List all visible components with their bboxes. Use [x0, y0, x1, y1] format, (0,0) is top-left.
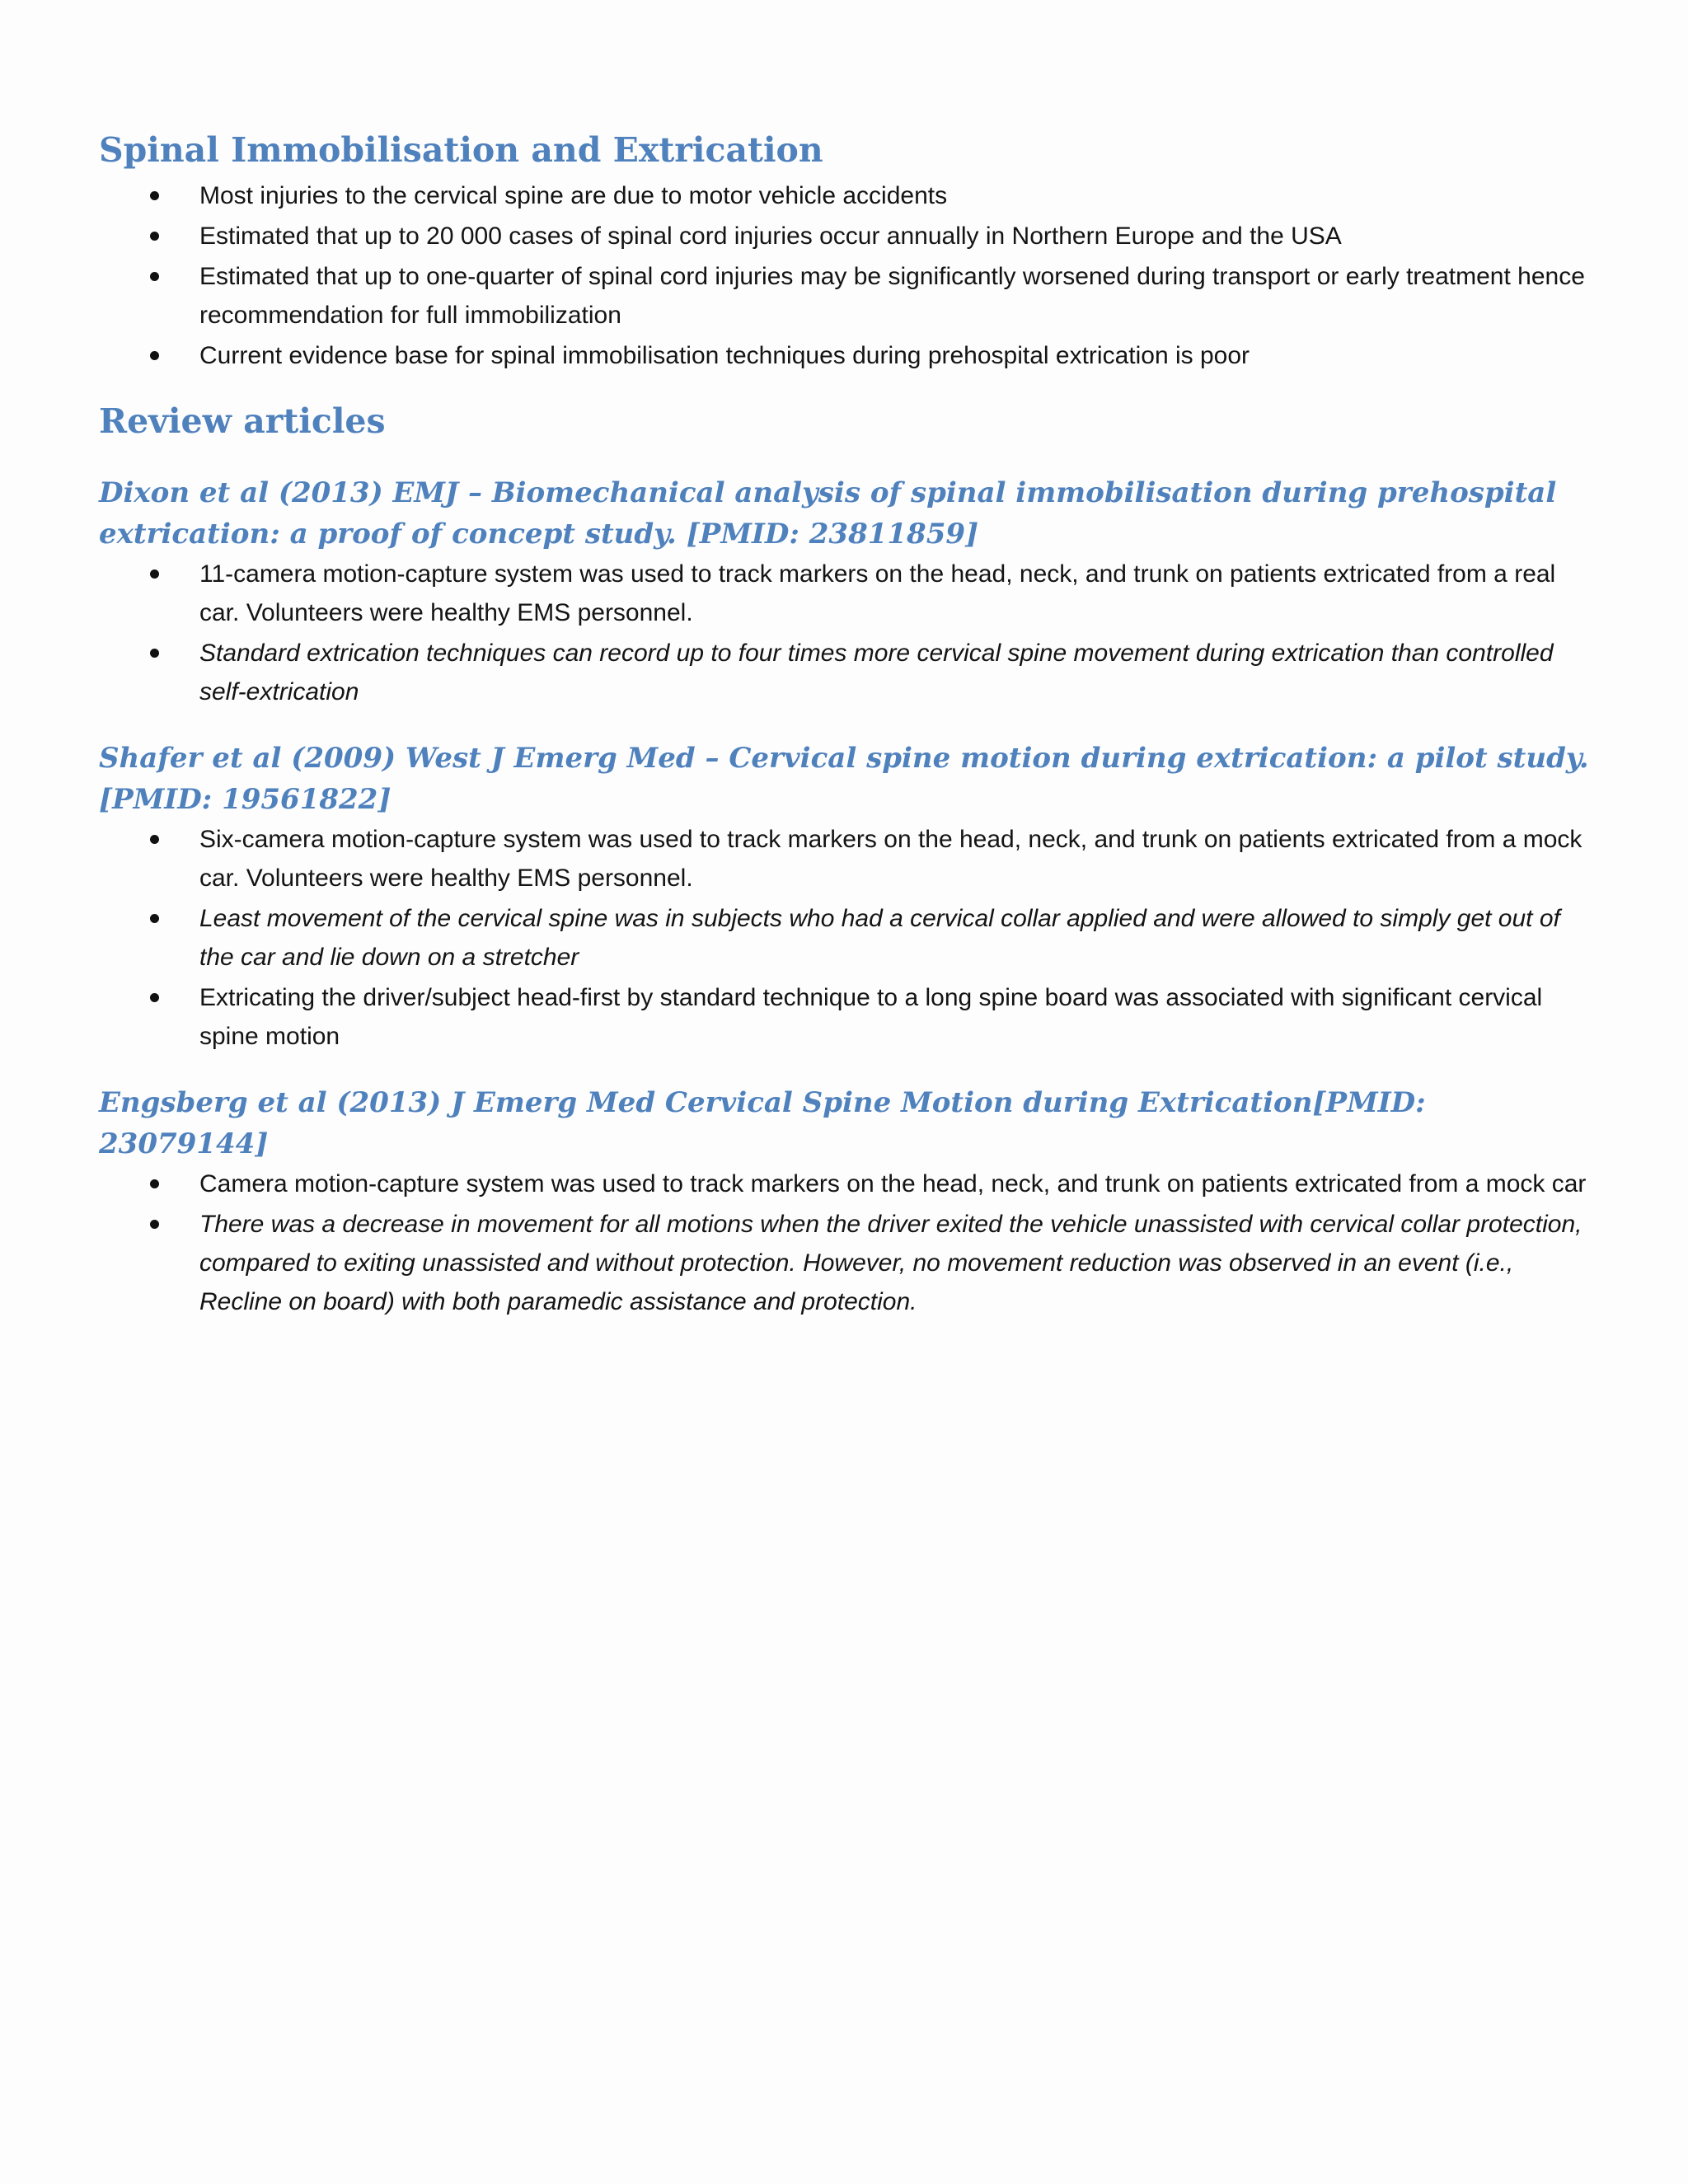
bullet-list-dixon [99, 555, 1591, 711]
article-title-engsberg: Engsberg et al (2013) J Emerg Med Cervical Spine Motion during Extrication[PMID: 23079144] [99, 1086, 1426, 1160]
bullet-dot-icon [150, 914, 159, 923]
bullet-dot-icon [150, 272, 159, 281]
list-item-text: Estimated that up to one-quarter of spinal cord injuries may be significantly worsened during transport or early treatment hence recommendation for full immobilization [199, 263, 1585, 329]
article-title-shafer: Shafer et al (2009) West J Emerg Med – Cervical spine motion during extrication: a pilot study. [PMID: 19561822] [99, 742, 1589, 816]
list-item [99, 257, 1591, 335]
bullet-dot-icon [150, 569, 159, 579]
list-item [99, 1205, 1591, 1321]
section-heading-spinal-immobilisation: Spinal Immobilisation and Extrication [99, 130, 823, 170]
bullet-dot-icon [150, 649, 159, 658]
list-item-text: Least movement of the cervical spine was in subjects who had a cervical collar applied and were allowed to simply get out of the car and lie down on a stretcher [199, 905, 1560, 971]
bullet-dot-icon [150, 835, 159, 844]
section-heading-review-articles: Review articles [99, 401, 386, 441]
list-item-text: Estimated that up to 20 000 cases of spinal cord injuries occur annually in Northern Europe and the USA [199, 223, 1342, 250]
bullet-list-engsberg [99, 1165, 1591, 1321]
list-item [99, 899, 1591, 977]
list-item-text: 11-camera motion-capture system was used to track markers on the head, neck, and trunk on patients extricated from a real car. Volunteers were healthy EMS personnel. [199, 560, 1556, 626]
list-item [99, 217, 1591, 255]
list-item [99, 555, 1591, 632]
bullet-dot-icon [150, 1220, 159, 1229]
list-item-text: Camera motion-capture system was used to track markers on the head, neck, and trunk on patients extricated from a mock car [199, 1170, 1587, 1197]
list-item-text: Most injuries to the cervical spine are due to motor vehicle accidents [199, 182, 948, 209]
bullet-dot-icon [150, 993, 159, 1002]
bullet-dot-icon [150, 232, 159, 241]
list-item-text: There was a decrease in movement for all motions when the driver exited the vehicle unassisted with cervical collar protection, compared to exiting unassisted and without protection. However, no movement reduction was observed in an event (i.e., Recline on board) with both paramedic assistance and protection. [199, 1211, 1582, 1315]
bullet-dot-icon [150, 191, 159, 200]
bullet-list-overview [99, 176, 1591, 375]
bullet-dot-icon [150, 351, 159, 360]
list-item [99, 634, 1591, 711]
document-content [99, 124, 1591, 1323]
list-item-text: Six-camera motion-capture system was used to track markers on the head, neck, and trunk on patients extricated from a mock car. Volunteers were healthy EMS personnel. [199, 826, 1582, 892]
bullet-dot-icon [150, 1179, 159, 1188]
article-title-dixon: Dixon et al (2013) EMJ – Biomechanical analysis of spinal immobilisation during prehospital extrication: a proof of concept study. [PMID: 23811859] [99, 476, 1557, 551]
list-item [99, 820, 1591, 898]
list-item [99, 336, 1591, 375]
list-item [99, 978, 1591, 1056]
list-item [99, 1165, 1591, 1203]
bullet-list-shafer [99, 820, 1591, 1056]
list-item [99, 176, 1591, 215]
list-item-text: Standard extrication techniques can record up to four times more cervical spine movement during extrication than controlled self-extrication [199, 640, 1554, 705]
list-item-text: Current evidence base for spinal immobilisation techniques during prehospital extrication is poor [199, 342, 1250, 369]
list-item-text: Extricating the driver/subject head-first by standard technique to a long spine board was associated with significant cervical spine motion [199, 984, 1543, 1050]
